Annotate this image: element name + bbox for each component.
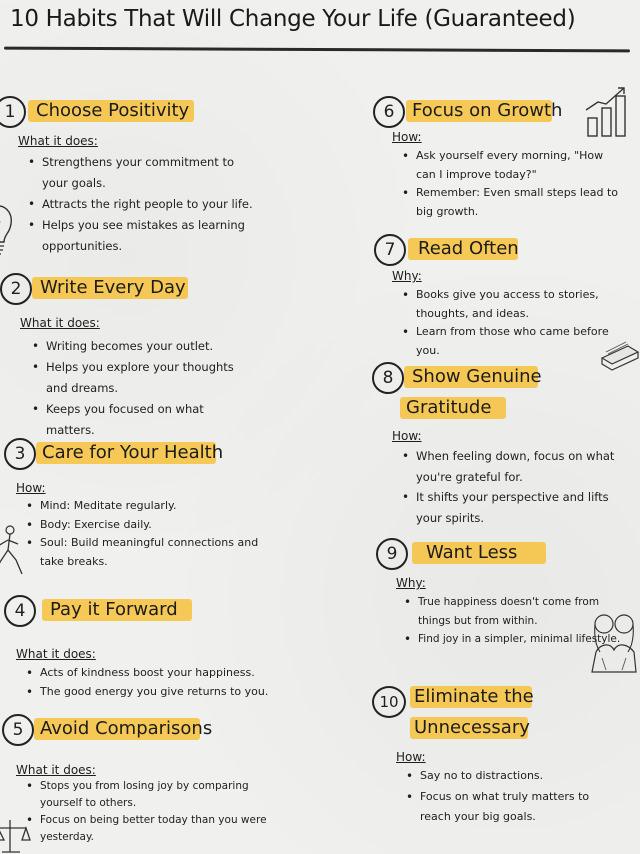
habit-title: Choose Positivity xyxy=(36,100,190,121)
habit-items xyxy=(402,147,624,221)
list-item: • It shifts your perspective and lifts your spirits. xyxy=(402,487,634,528)
habit-number: 7 xyxy=(374,234,406,266)
habit-number: 4 xyxy=(4,595,36,627)
habit-title: Want Less xyxy=(426,542,518,563)
list-item: • Ask yourself every morning, "How can I improve today?" xyxy=(402,147,624,184)
habit-subheading: What it does: xyxy=(20,316,100,330)
list-item: • Focus on being better today than you were yesterday. xyxy=(26,812,272,846)
list-item: • Body: Exercise daily. xyxy=(26,516,272,535)
habit-number: 9 xyxy=(376,538,408,570)
growth-chart-icon xyxy=(584,84,636,140)
habit-items xyxy=(402,446,634,528)
list-item: • Acts of kindness boost your happiness. xyxy=(26,664,276,683)
habit-items xyxy=(26,778,272,846)
habit-subheading: What it does: xyxy=(16,647,96,661)
scale-icon xyxy=(0,818,36,854)
habit-title: Read Often xyxy=(418,238,519,259)
habit-subheading: How: xyxy=(392,429,422,443)
list-item: • Remember: Even small steps lead to big growth. xyxy=(402,184,624,221)
habit-number: 1 xyxy=(0,96,26,128)
habit-title: Focus on Growth xyxy=(412,100,563,121)
list-item: • Mind: Meditate regularly. xyxy=(26,497,272,516)
page-title: 10 Habits That Will Change Your Life (Guaranteed) xyxy=(10,6,576,32)
habit-title: Care for Your Health xyxy=(42,442,224,463)
habit-subheading: What it does: xyxy=(18,134,98,148)
habit-number: 10 xyxy=(372,686,406,718)
habit-number: 8 xyxy=(372,362,404,394)
list-item: • Soul: Build meaningful connections and take breaks. xyxy=(26,534,272,571)
list-item: • Helps you explore your thoughts and dreams. xyxy=(32,357,252,399)
list-item: • Find joy in a simpler, minimal lifestyle. xyxy=(404,630,626,649)
habit-number: 5 xyxy=(2,714,34,746)
list-item: • Writing becomes your outlet. xyxy=(32,336,252,357)
habit-subheading: How: xyxy=(396,750,426,764)
habit-title: Pay it Forward xyxy=(50,599,178,620)
list-item: • Books give you access to stories, thoughts, and ideas. xyxy=(402,286,634,323)
list-item: • The good energy you give returns to you. xyxy=(26,683,276,702)
list-item: • Strengthens your commitment to your goals. xyxy=(28,152,260,194)
habit-title-line-2: Unnecessary xyxy=(414,717,530,738)
list-item: • Learn from those who came before you. xyxy=(402,323,634,360)
friends-icon xyxy=(590,606,640,686)
list-item: • Stops you from losing joy by comparing yourself to others. xyxy=(26,778,272,812)
habit-title-line-1: Show Genuine xyxy=(412,366,542,387)
habit-number: 2 xyxy=(0,273,32,305)
runner-icon xyxy=(0,524,30,580)
habit-number: 3 xyxy=(4,438,36,470)
habit-items xyxy=(32,336,252,441)
habit-subheading: How: xyxy=(16,481,46,495)
lightbulb-icon xyxy=(0,200,20,262)
habit-number: 6 xyxy=(373,96,405,128)
list-item: • Helps you see mistakes as learning opportunities. xyxy=(28,215,260,257)
habit-subheading: How: xyxy=(392,130,422,144)
list-item: • When feeling down, focus on what you're grateful for. xyxy=(402,446,634,487)
habit-items xyxy=(406,766,616,828)
habit-title: Write Every Day xyxy=(40,277,186,298)
habit-title-line-1: Eliminate the xyxy=(414,686,534,707)
habit-items xyxy=(26,664,276,701)
habit-subheading: Why: xyxy=(392,269,422,283)
habit-title: Avoid Comparisons xyxy=(40,718,213,739)
habit-items xyxy=(28,152,260,257)
habit-title-line-2: Gratitude xyxy=(406,397,492,418)
habit-items xyxy=(26,497,272,571)
list-item: • Keeps you focused on what matters. xyxy=(32,399,252,441)
list-item: • True happiness doesn't come from things but from within. xyxy=(404,593,626,630)
habit-subheading: What it does: xyxy=(16,763,96,777)
list-item: • Attracts the right people to your life. xyxy=(28,194,260,215)
habit-subheading: Why: xyxy=(396,576,426,590)
list-item: • Say no to distractions. xyxy=(406,766,616,787)
list-item: • Focus on what truly matters to reach your big goals. xyxy=(406,787,616,828)
book-stack-icon xyxy=(598,334,640,376)
